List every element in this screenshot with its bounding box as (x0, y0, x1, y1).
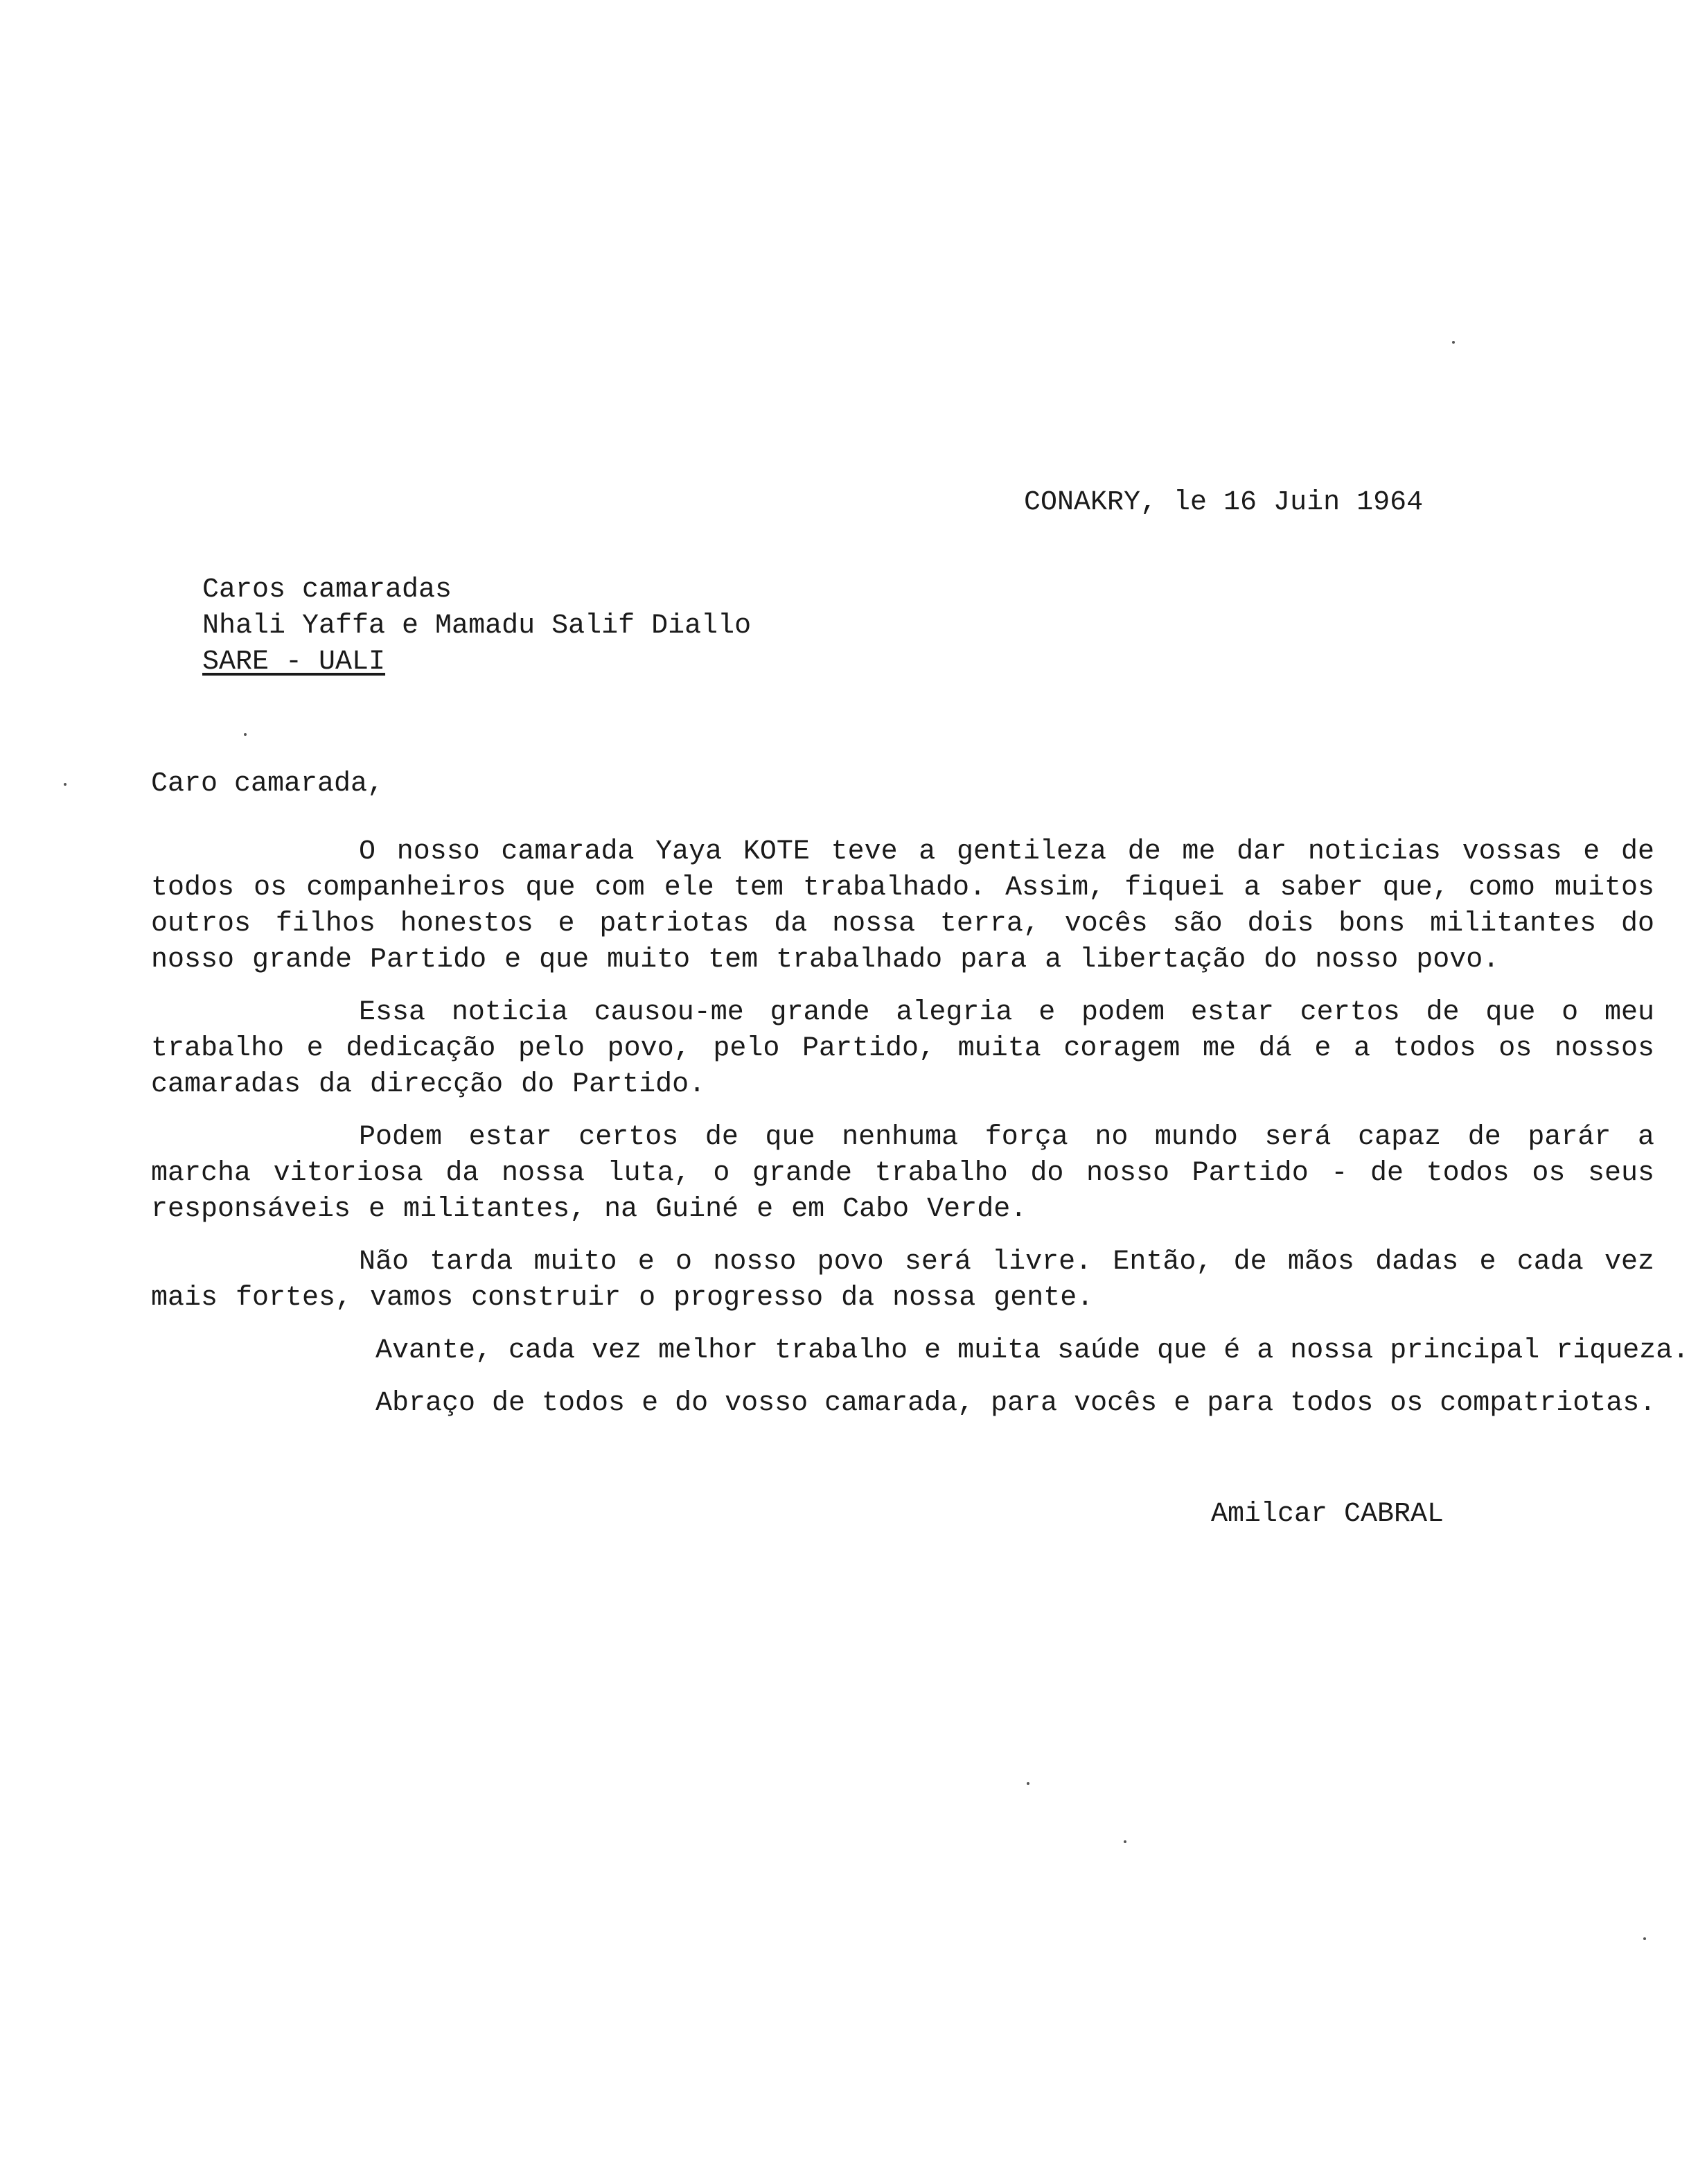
dateline: CONAKRY, le 16 Juin 1964 (1024, 487, 1424, 518)
scan-speck (64, 783, 67, 786)
body-paragraph: O nosso camarada Yaya KOTE teve a gentileza de me dar noticias vossas e de todos os companheiros que com ele tem trabalhado. Assim, fiquei a saber que, como muitos outros filhos honestos e patriotas da nossa terra, vocês são dois bons militantes do nosso grande Partido e que muito tem trabalhado para a libertação do nosso povo. (151, 836, 1654, 976)
scan-speck (1452, 341, 1455, 344)
body-paragraph: Podem estar certos de que nenhuma força no mundo será capaz de parár a marcha vitoriosa da nossa luta, o grande trabalho do nosso Partido - de todos os seus responsáveis e militantes, na Guiné e em Cabo Verde. (151, 1122, 1654, 1225)
letter-body (151, 834, 1690, 1438)
salutation: Caro camarada, (151, 768, 384, 800)
addressee-greeting: Caros camaradas (202, 574, 452, 606)
scan-speck (1027, 1782, 1029, 1785)
body-paragraph: Essa noticia causou-me grande alegria e podem estar certos de que o meu trabalho e dedicação pelo povo, pelo Partido, muita coragem me dá e a todos os nossos camaradas da direcção do Partido. (151, 997, 1654, 1100)
signature: Amilcar CABRAL (1211, 1499, 1444, 1530)
addressee-names: Nhali Yaffa e Mamadu Salif Diallo (202, 610, 752, 642)
addressee-location: SARE - UALI (202, 646, 386, 678)
scan-speck (1124, 1840, 1126, 1843)
body-paragraph: Não tarda muito e o nosso povo será livre. Então, de mãos dadas e cada vez mais fortes, vamos construir o progresso da nossa gente. (151, 1247, 1654, 1314)
closing-line: Avante, cada vez melhor trabalho e muita saúde que é a nossa principal riqueza. (375, 1335, 1690, 1366)
scan-speck (1643, 1937, 1646, 1940)
addressee-block (202, 572, 751, 680)
closing-line: Abraço de todos e do vosso camarada, para vocês e para todos os compatriotas. (375, 1388, 1656, 1419)
scan-speck (244, 733, 247, 736)
